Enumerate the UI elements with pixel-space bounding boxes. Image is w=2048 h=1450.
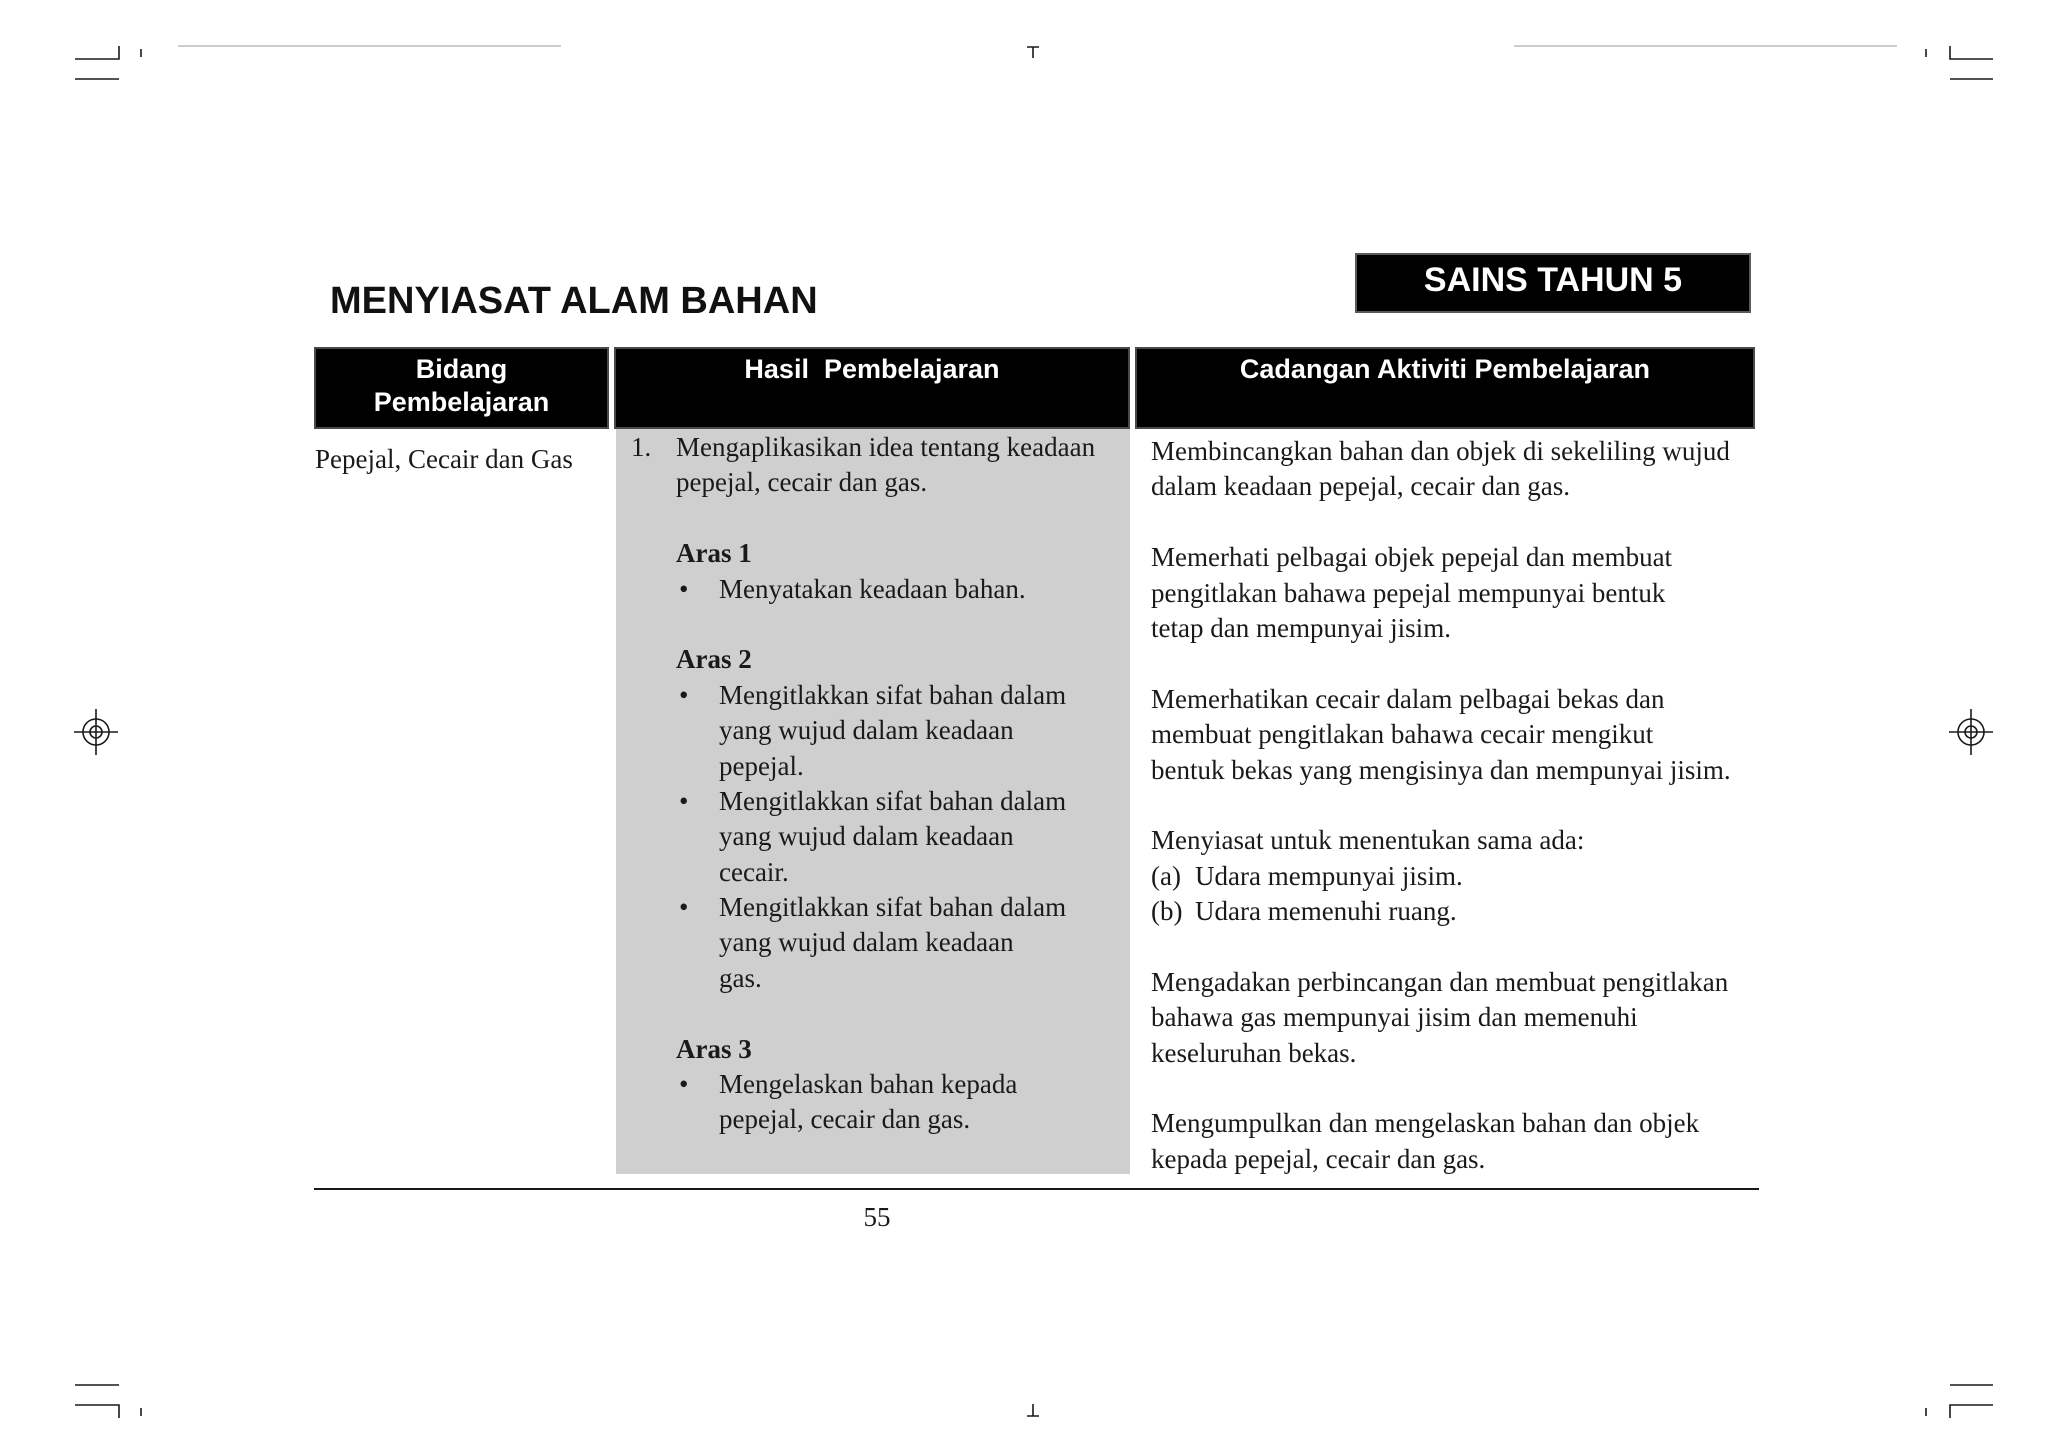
registration-mark-right-icon bbox=[1949, 709, 1993, 755]
activity-line: pengitlakan bahawa pepejal mempunyai bentuk bbox=[1151, 577, 1666, 608]
header-bidang-pembelajaran bbox=[314, 347, 609, 429]
hasil-pembelajaran-cell bbox=[614, 430, 1130, 1138]
bullet-text: Mengelaskan bahan kepada bbox=[719, 1069, 1018, 1100]
outcome-bullet bbox=[614, 678, 1130, 784]
bullet-icon: • bbox=[679, 785, 689, 816]
bullet-text: pepejal, cecair dan gas. bbox=[719, 1104, 971, 1135]
list-item-text: Udara memenuhi ruang. bbox=[1195, 896, 1457, 927]
spacer bbox=[614, 607, 1130, 642]
activity-line: Membincangkan bahan dan objek di sekeliling wujud bbox=[1151, 436, 1730, 466]
activity-line: tetap dan mempunyai jisim. bbox=[1151, 612, 1451, 643]
bullet-text: Mengitlakkan sifat bahan dalam bbox=[719, 892, 1067, 923]
bullet-icon: • bbox=[679, 892, 689, 923]
bullet-text: Mengitlakkan sifat bahan dalam bbox=[719, 679, 1067, 710]
header-bidang-line-1: Bidang bbox=[415, 354, 508, 384]
crop-mark-top-right bbox=[1950, 46, 1993, 79]
table-bottom-rule bbox=[314, 1188, 1759, 1190]
outcome-statement-line bbox=[614, 430, 1130, 465]
subject-badge bbox=[1355, 253, 1751, 313]
list-marker: (b) bbox=[1151, 896, 1183, 927]
activity-paragraph bbox=[1151, 965, 1751, 1071]
registration-cross bbox=[1949, 709, 1993, 755]
activity-line: kepada pepejal, cecair dan gas. bbox=[1151, 1143, 1486, 1174]
outcome-bullet bbox=[614, 784, 1130, 890]
activity-line: membuat pengitlakan bahawa cecair mengikut bbox=[1151, 719, 1654, 750]
level-label: Aras 2 bbox=[676, 644, 752, 675]
bullet-line bbox=[614, 1067, 1130, 1102]
spacer bbox=[614, 996, 1130, 1031]
activity-paragraph bbox=[1151, 1106, 1751, 1177]
activity-line: keseluruhan bekas. bbox=[1151, 1037, 1357, 1068]
bullet-text: Mengitlakkan sifat bahan dalam bbox=[719, 785, 1067, 816]
outcome-bullet bbox=[614, 1067, 1130, 1138]
activity-line: Menyiasat untuk menentukan sama ada: bbox=[1151, 825, 1585, 856]
outcome-statement-text: pepejal, cecair dan gas. bbox=[676, 467, 928, 498]
bullet-text: cecair. bbox=[719, 856, 789, 887]
spacer bbox=[614, 501, 1130, 536]
activity-list-item bbox=[1151, 894, 1751, 929]
level-heading bbox=[614, 1032, 1130, 1067]
level-label: Aras 1 bbox=[676, 538, 752, 569]
bullet-icon: • bbox=[679, 1069, 689, 1100]
bullet-text: yang wujud dalam keadaan bbox=[719, 821, 1014, 852]
header-hasil-label: Hasil Pembelajaran bbox=[744, 354, 1000, 384]
outcome-bullet bbox=[614, 572, 1130, 607]
bullet-line bbox=[614, 961, 1130, 996]
activity-paragraph bbox=[1151, 434, 1751, 505]
bidang-cell bbox=[315, 442, 573, 477]
activity-line: bahawa gas mempunyai jisim dan memenuhi bbox=[1151, 1002, 1638, 1033]
crop-mark-bottom-center bbox=[1027, 1404, 1039, 1416]
bullet-icon: • bbox=[679, 573, 689, 604]
bullet-text: Menyatakan keadaan bahan. bbox=[719, 573, 1026, 604]
activity-line: Mengadakan perbincangan dan membuat pengitlakan bbox=[1151, 966, 1729, 997]
activity-list-item bbox=[1151, 859, 1751, 894]
registration-cross bbox=[74, 709, 118, 755]
bullet-text: gas. bbox=[719, 962, 762, 993]
page-number: 55 bbox=[863, 1202, 891, 1232]
registration-mark-left-icon bbox=[74, 709, 118, 755]
activity-line: Memerhatikan cecair dalam pelbagai bekas dan bbox=[1151, 683, 1665, 714]
activity-line: bentuk bekas yang mengisinya dan mempunyai jisim. bbox=[1151, 754, 1731, 785]
header-hasil-pembelajaran bbox=[614, 347, 1130, 429]
list-item-text: Udara mempunyai jisim. bbox=[1195, 860, 1463, 891]
outcome-number: 1. bbox=[631, 432, 652, 462]
bidang-text: Pepejal, Cecair dan Gas bbox=[315, 444, 573, 474]
outcome-statement-text: Mengaplikasikan idea tentang keadaan bbox=[676, 432, 1096, 462]
activity-paragraph bbox=[1151, 540, 1751, 646]
header-bidang-line-2: Pembelajaran bbox=[373, 387, 550, 417]
bullet-line bbox=[614, 784, 1130, 819]
crop-mark-top-center bbox=[1027, 47, 1039, 58]
crop-mark-bottom-left bbox=[75, 1385, 119, 1418]
bullet-text: yang wujud dalam keadaan bbox=[719, 715, 1014, 746]
bullet-line bbox=[614, 713, 1130, 748]
page-title: MENYIASAT ALAM BAHAN bbox=[330, 280, 818, 322]
outcome-statement-line bbox=[614, 465, 1130, 500]
crop-mark-top-left bbox=[75, 46, 119, 79]
bullet-line bbox=[614, 572, 1130, 607]
aktiviti-cell bbox=[1151, 434, 1751, 1177]
bullet-line bbox=[614, 1102, 1130, 1137]
subject-badge-label: SAINS TAHUN 5 bbox=[1423, 261, 1683, 299]
header-aktiviti-label: Cadangan Aktiviti Pembelajaran bbox=[1239, 354, 1651, 384]
bullet-line bbox=[614, 819, 1130, 854]
level-heading bbox=[614, 536, 1130, 571]
bullet-text: pepejal. bbox=[719, 750, 804, 781]
activity-line: dalam keadaan pepejal, cecair dan gas. bbox=[1151, 471, 1571, 502]
crop-mark-bottom-right bbox=[1950, 1385, 1993, 1418]
bullet-line bbox=[614, 890, 1130, 925]
list-marker: (a) bbox=[1151, 860, 1181, 891]
activity-line: Mengumpulkan dan mengelaskan bahan dan objek bbox=[1151, 1108, 1700, 1139]
bullet-text: yang wujud dalam keadaan bbox=[719, 927, 1014, 958]
bullet-line bbox=[614, 749, 1130, 784]
bullet-line bbox=[614, 855, 1130, 890]
bullet-line bbox=[614, 925, 1130, 960]
activity-paragraph bbox=[1151, 823, 1751, 929]
bullet-line bbox=[614, 678, 1130, 713]
activity-line: Memerhati pelbagai objek pepejal dan membuat bbox=[1151, 542, 1673, 573]
bullet-icon: • bbox=[679, 679, 689, 710]
activity-paragraph bbox=[1151, 682, 1751, 788]
level-heading bbox=[614, 642, 1130, 677]
header-cadangan-aktiviti bbox=[1135, 347, 1755, 429]
outcome-bullet bbox=[614, 890, 1130, 996]
level-label: Aras 3 bbox=[676, 1033, 752, 1064]
